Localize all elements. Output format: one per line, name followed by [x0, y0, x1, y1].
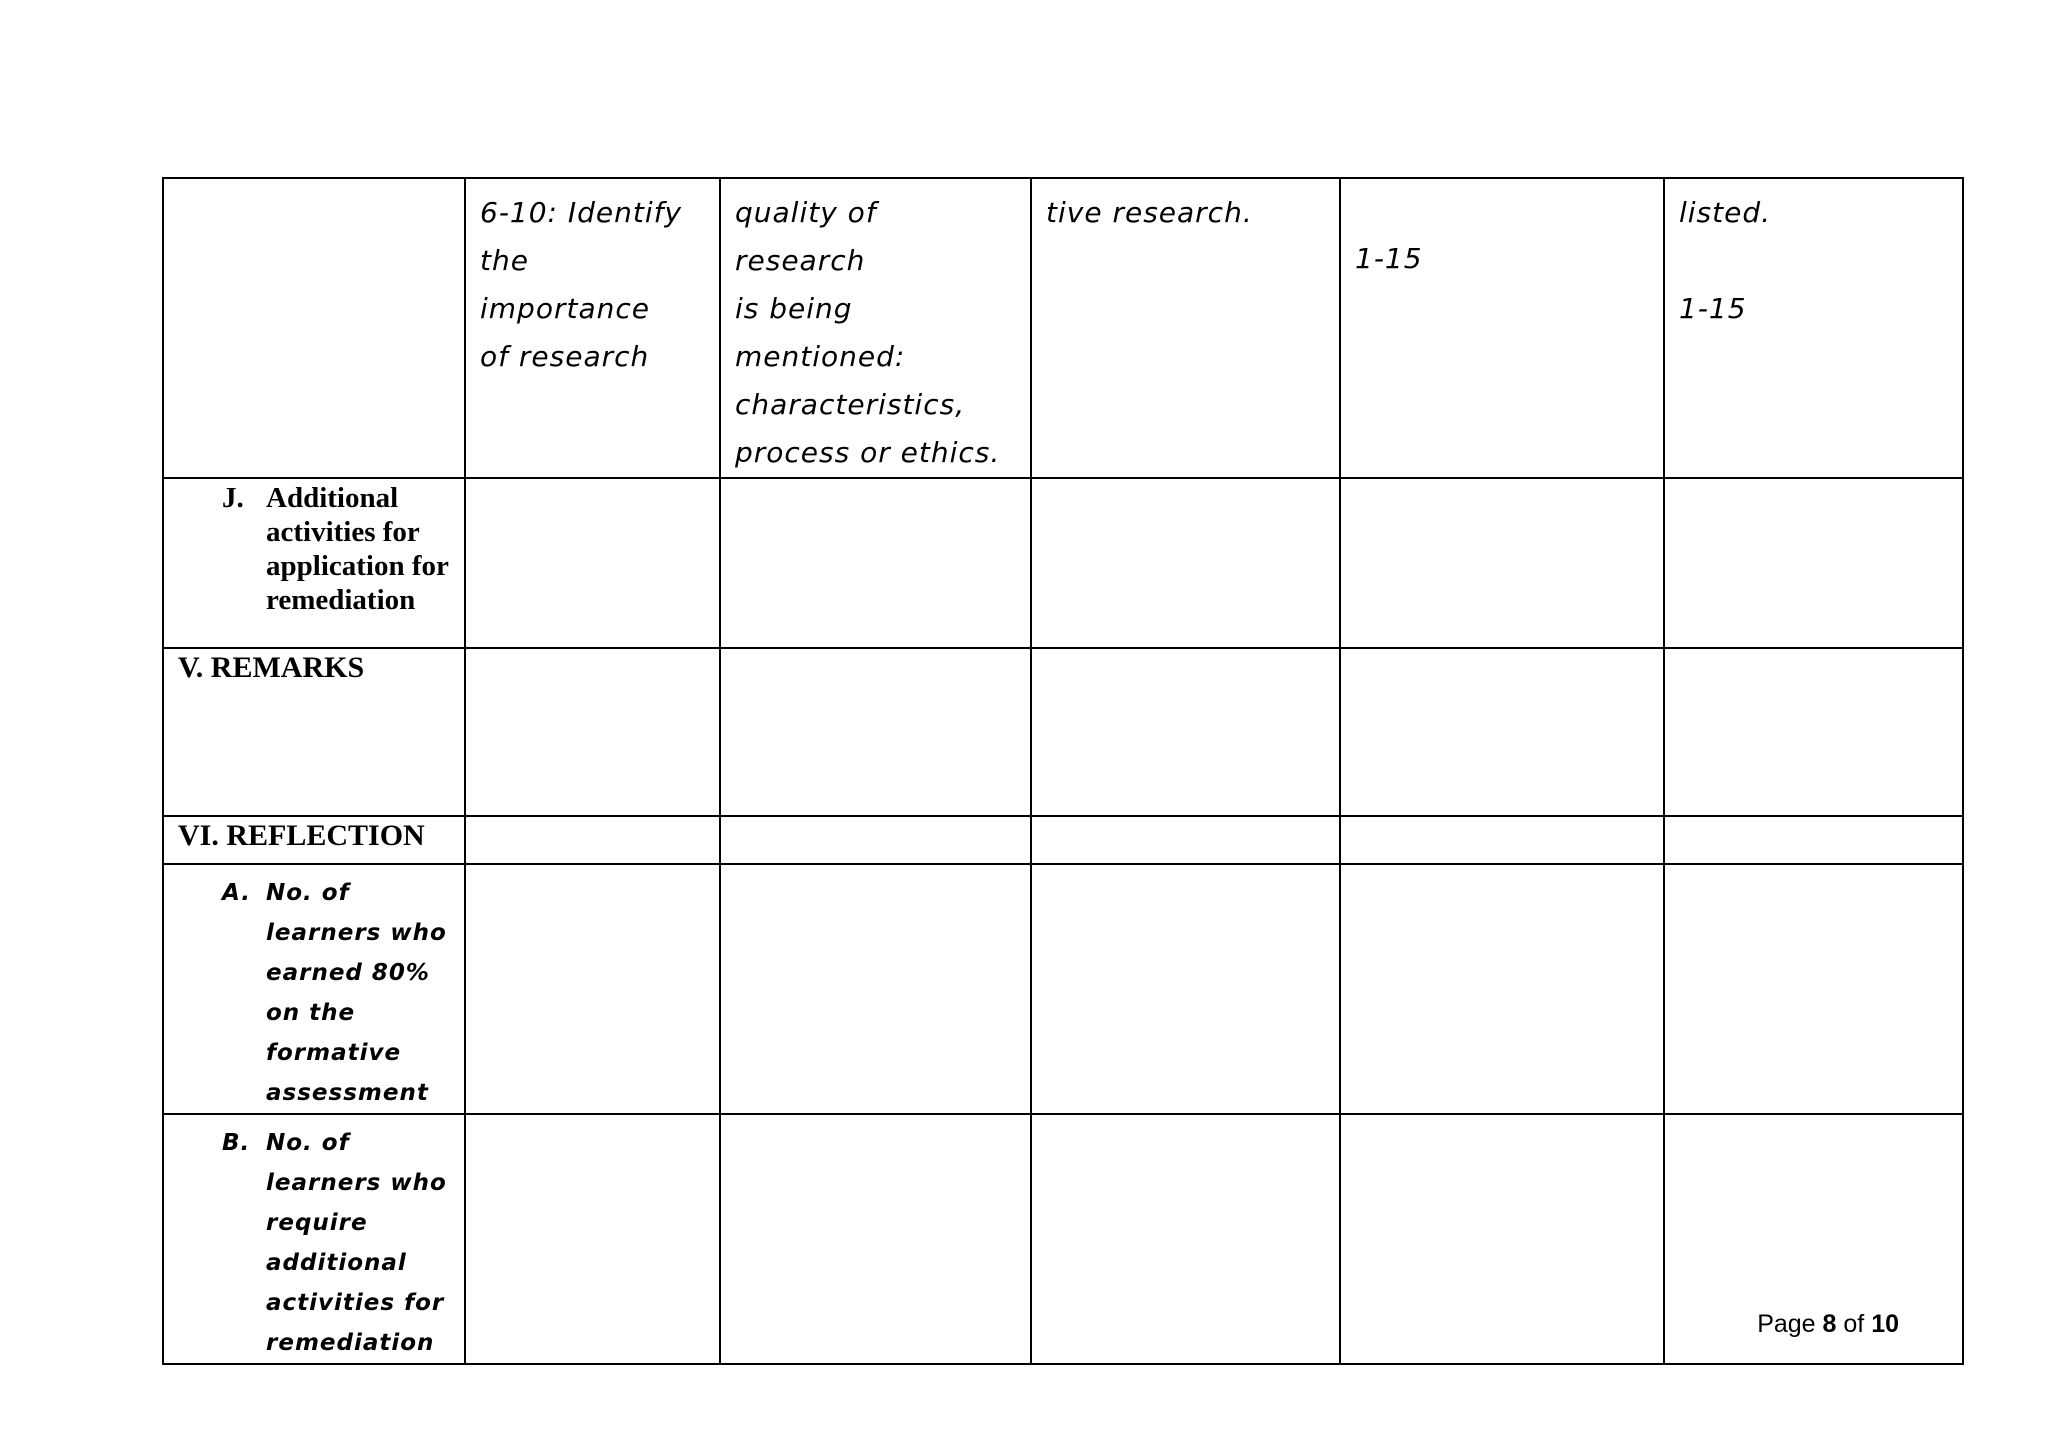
table-cell	[1664, 178, 1963, 478]
row-label-cell	[163, 648, 465, 816]
section-heading-reflection: VI. REFLECTION	[178, 819, 425, 852]
table-cell	[1664, 816, 1963, 864]
table-row-remarks	[163, 648, 1963, 816]
table-cell	[720, 648, 1031, 816]
table-cell	[720, 178, 1031, 478]
item-letter: J.	[222, 482, 244, 514]
table-cell	[1664, 648, 1963, 816]
cell-text: 6-10: Identify the importance of research	[480, 196, 683, 373]
cell-text: quality of research is being mentioned: characteristics, process or ethics.	[735, 196, 1001, 469]
row-label-cell	[163, 816, 465, 864]
row-label-cell	[163, 478, 465, 648]
table-row-learners-remediation	[163, 1114, 1963, 1364]
table-cell	[465, 648, 720, 816]
cell-text: 1-15	[1355, 242, 1423, 275]
table-cell	[465, 478, 720, 648]
row-label-cell	[163, 1114, 465, 1364]
table-cell	[720, 816, 1031, 864]
table-cell	[1031, 178, 1340, 478]
table-cell	[1340, 816, 1664, 864]
item-letter: A.	[222, 880, 251, 906]
table-row-continuation	[163, 178, 1963, 478]
table-cell	[1340, 478, 1664, 648]
row-label: No. of learners who require additional activities for remediation	[266, 1130, 447, 1356]
table-cell	[1031, 648, 1340, 816]
row-label: Additional activities for application for remediation	[266, 482, 449, 616]
table-cell	[1031, 478, 1340, 648]
row-label: No. of learners who earned 80% on the formative assessment	[266, 880, 447, 1106]
table-row-learners-80-percent	[163, 864, 1963, 1114]
lesson-plan-table	[162, 177, 1964, 1365]
cell-text: tive research.	[1046, 196, 1253, 229]
cell-text: listed. 1-15	[1679, 196, 1772, 325]
table-cell	[720, 1114, 1031, 1364]
page-prefix: Page	[1757, 1310, 1823, 1338]
row-label-cell-empty	[163, 178, 465, 478]
row-label-cell	[163, 864, 465, 1114]
page-of: of	[1836, 1310, 1872, 1338]
table-cell	[465, 816, 720, 864]
table-cell	[1031, 1114, 1340, 1364]
section-heading-remarks: V. REMARKS	[178, 651, 365, 684]
table-cell	[1340, 648, 1664, 816]
table-cell	[1340, 1114, 1664, 1364]
table-cell	[465, 178, 720, 478]
table-cell	[720, 478, 1031, 648]
table-cell	[1664, 478, 1963, 648]
table-cell	[1664, 864, 1963, 1114]
table-cell	[465, 864, 720, 1114]
page-number	[1757, 1310, 1899, 1339]
table-cell	[1340, 864, 1664, 1114]
table-row-additional-activities	[163, 478, 1963, 648]
table-cell	[1340, 178, 1664, 478]
page-current: 8	[1822, 1310, 1837, 1338]
page-total: 10	[1871, 1310, 1899, 1338]
table-cell	[465, 1114, 720, 1364]
table-cell	[1031, 816, 1340, 864]
item-letter: B.	[222, 1130, 251, 1156]
table-cell	[1031, 864, 1340, 1114]
table-cell	[720, 864, 1031, 1114]
table-row-reflection	[163, 816, 1963, 864]
